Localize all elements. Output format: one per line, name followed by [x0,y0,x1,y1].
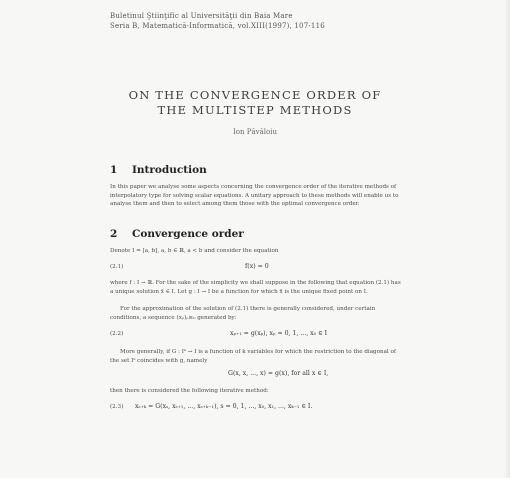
section-2-number: 2 [110,228,118,240]
equation-2-2: xₚ₊₁ = g(xₚ), xₚ = 0, 1, ..., x₀ ∈ I [230,330,328,337]
section-1-heading [110,164,207,176]
section-2-paragraph-4: then there is considered the following iterative method: [110,388,269,394]
section-2-heading [110,228,244,240]
paper-title-line1: ON THE CONVERGENCE ORDER OF [128,88,382,102]
equation-diagonal: G(x, x, ..., x) = g(x), for all x ∈ I, [228,370,329,377]
section-2-paragraph-2: For the approximation of the solution of (2.1) there is generally considered, under certain conditions, a sequence (xₚ)ₚ≥₀ generated by: [110,306,376,321]
section-2-intro: Denote I = [a, b], a, b ∈ ℝ, a < b and consider the equation [110,248,279,254]
equation-2-2-label: (2.2) [110,331,124,337]
equation-2-1: f(x) = 0 [245,263,269,270]
page-edge-shadow [504,0,510,478]
equation-2-3: xₛ₊ₖ = G(xₛ, xₛ₊₁, ..., xₛ₊ₖ₋₁), s = 0, 1, ..., x₀, x₁, ..., xₖ₋₁ ∈ I. [135,403,313,410]
section-1-paragraph: In this paper we analyse some aspects concerning the convergence order of the iterative methods of interpolatory type for solving scalar equations. A unitary approach to these methods will enable us to analyse them and then to select among them those with the optimal convergence order. [110,184,399,208]
equation-2-1-label: (2.1) [110,264,124,270]
section-2-paragraph-1: where f : I → ℝ. For the sake of the simplicity we shall suppose in the following that equation (2.1) has a unique solution x̄ ∈ I. Let g : I → I be a function for which x̄ is the unique fixed point on I. [110,280,401,295]
journal-header-line1: Buletinul Ştiinţific al Universităţii din Baia Mare [110,12,293,20]
paper-title-line2: THE MULTISTEP METHODS [157,103,353,117]
section-2-paragraph-3: More generally, if G : Iᵏ → I is a function of k variables for which the restriction to the diagonal of the set Iᵏ coincides with g, namely [110,349,396,364]
section-1-title: Introduction [132,164,207,176]
section-2-title: Convergence order [132,228,244,240]
section-1-number: 1 [110,164,118,176]
paper-author: Ion Păvăloiu [233,128,277,136]
equation-2-3-label: (2.3) [110,404,124,410]
journal-header-line2: Seria B, Matematică-Informatică, vol.XIII(1997), 107-116 [110,22,325,30]
